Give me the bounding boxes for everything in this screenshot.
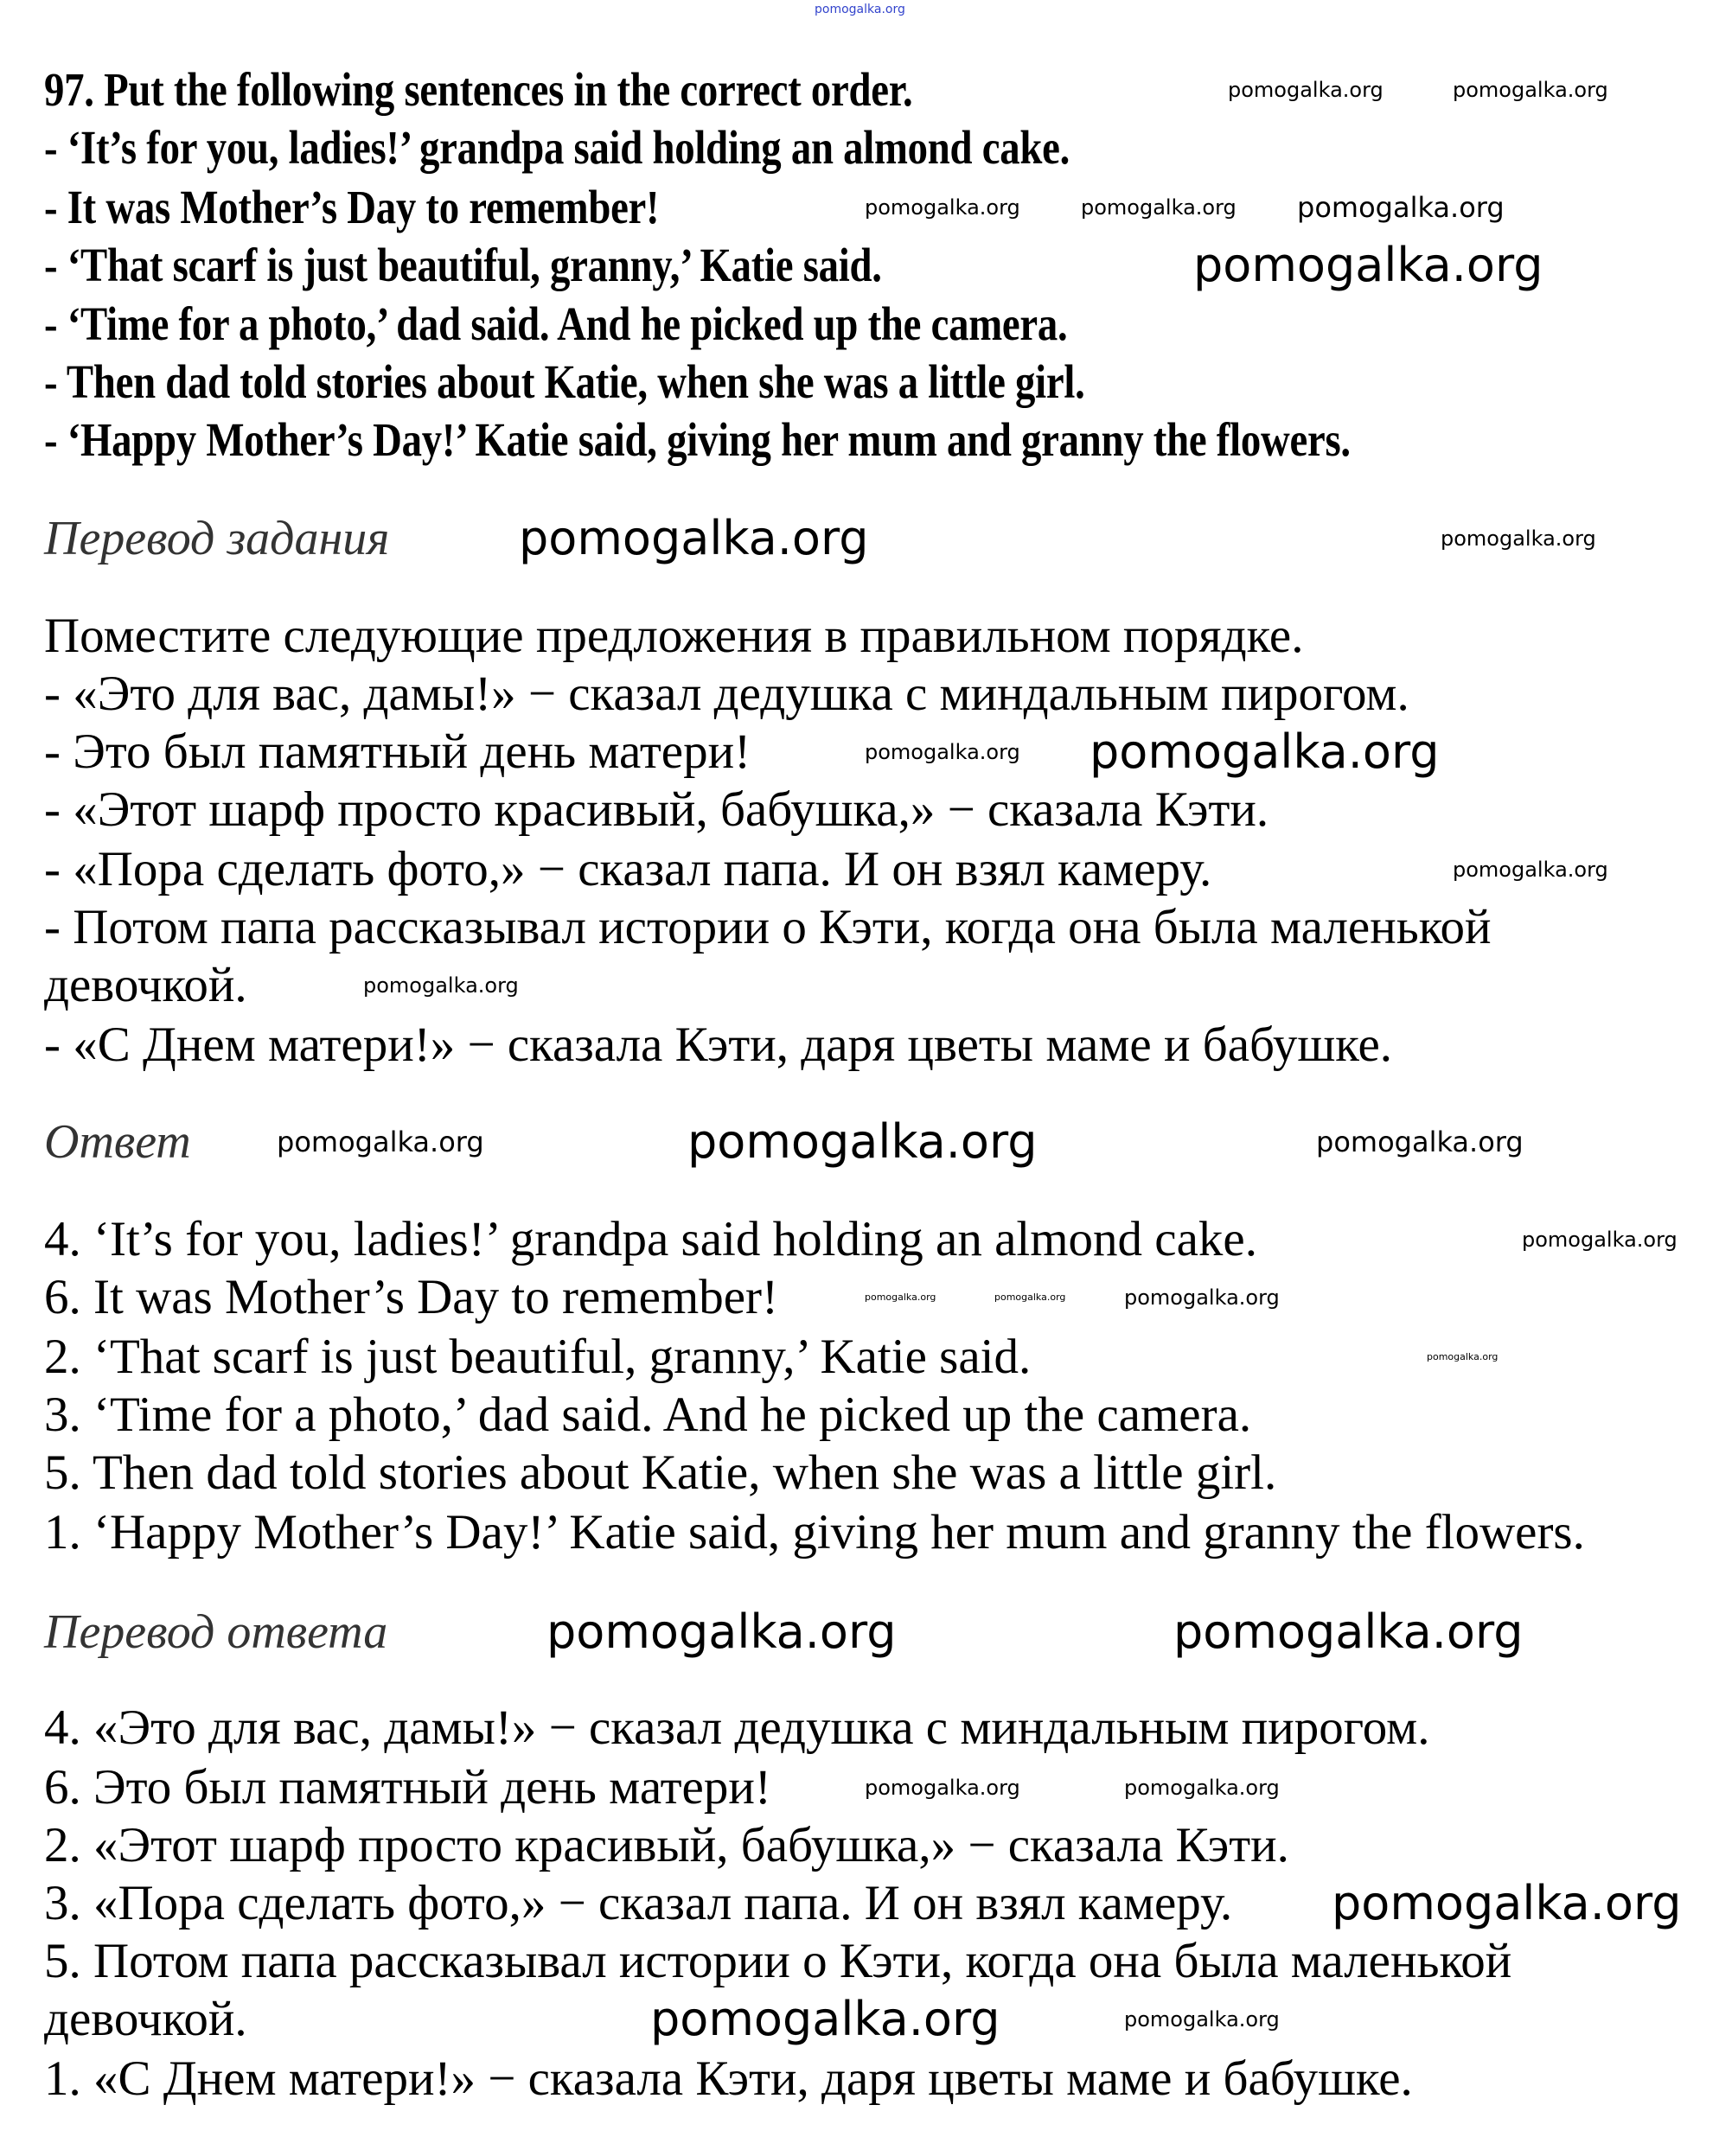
watermark: pomogalka.org xyxy=(1090,724,1440,779)
watermark: pomogalka.org xyxy=(865,1292,936,1303)
watermark: pomogalka.org xyxy=(1427,1351,1499,1362)
watermark: pomogalka.org xyxy=(865,195,1020,220)
answer-translation-line: 2. «Этот шарф просто красивый, бабушка,» − сказала Кэти. xyxy=(44,1818,1289,1872)
answer-line: 5. Then dad told stories about Katie, when she was a little girl. xyxy=(44,1445,1277,1500)
watermark: pomogalka.org xyxy=(687,1114,1038,1169)
watermark: pomogalka.org xyxy=(1124,1776,1280,1800)
watermark: pomogalka.org xyxy=(865,740,1020,764)
watermark: pomogalka.org xyxy=(865,1776,1020,1800)
watermark: pomogalka.org xyxy=(1081,195,1237,220)
section-heading: Перевод задания xyxy=(44,512,390,565)
translation-line: - «Это для вас, дамы!» − сказал дедушка с миндальным пирогом. xyxy=(44,667,1409,721)
answer-translation-line: 5. Потом папа рассказывал истории о Кэти, когда она была маленькой xyxy=(44,1934,1512,1988)
answer-line: 2. ‘That scarf is just beautiful, granny,’ Katie said. xyxy=(44,1330,1032,1384)
translation-line: - Это был памятный день матери! xyxy=(44,724,751,779)
translation-line: - Потом папа рассказывал истории о Кэти, когда она была маленькой xyxy=(44,900,1492,954)
watermark: pomogalka.org xyxy=(1316,1126,1524,1158)
task-line: - ‘That scarf is just beautiful, granny,’ Katie said. xyxy=(44,239,882,291)
translation-line: Поместите следующие предложения в правильном порядке. xyxy=(44,609,1304,663)
task-line: - ‘It’s for you, ladies!’ grandpa said holding an almond cake. xyxy=(44,121,1070,174)
section-heading: Перевод ответа xyxy=(44,1605,388,1659)
translation-line: - «С Днем матери!» − сказала Кэти, даря цветы маме и бабушке. xyxy=(44,1017,1393,1072)
watermark: pomogalka.org xyxy=(1124,2007,1280,2032)
watermark: pomogalka.org xyxy=(1441,526,1596,551)
watermark: pomogalka.org xyxy=(1453,78,1608,102)
watermark: pomogalka.org xyxy=(994,1292,1066,1303)
answer-translation-line: 1. «С Днем матери!» − сказала Кэти, даря цветы маме и бабушке. xyxy=(44,2051,1413,2106)
task-line: - Then dad told stories about Katie, when she was a little girl. xyxy=(44,355,1085,408)
watermark: pomogalka.org xyxy=(363,973,519,998)
watermark: pomogalka.org xyxy=(1173,1604,1524,1659)
watermark: pomogalka.org xyxy=(1332,1876,1682,1930)
task-line: - ‘Happy Mother’s Day!’ Katie said, giving her mum and granny the flowers. xyxy=(44,413,1351,466)
watermark: pomogalka.org xyxy=(815,3,905,16)
watermark: pomogalka.org xyxy=(650,1992,1000,2046)
task-line: - It was Mother’s Day to remember! xyxy=(44,181,660,233)
watermark: pomogalka.org xyxy=(1453,858,1608,882)
answer-translation-line: 6. Это был памятный день матери! xyxy=(44,1760,771,1815)
watermark: pomogalka.org xyxy=(277,1126,484,1158)
answer-line: 1. ‘Happy Mother’s Day!’ Katie said, giving her mum and granny the flowers. xyxy=(44,1505,1585,1560)
answer-translation-line: девочкой. xyxy=(44,1992,247,2046)
watermark: pomogalka.org xyxy=(546,1604,897,1659)
watermark: pomogalka.org xyxy=(1124,1285,1280,1310)
answer-line: 3. ‘Time for a photo,’ dad said. And he picked up the camera. xyxy=(44,1387,1252,1442)
translation-line: - «Этот шарф просто красивый, бабушка,» − сказала Кэти. xyxy=(44,782,1269,837)
answer-line: 4. ‘It’s for you, ladies!’ grandpa said holding an almond cake. xyxy=(44,1212,1257,1266)
watermark: pomogalka.org xyxy=(519,511,869,565)
watermark: pomogalka.org xyxy=(1193,238,1543,292)
task-line: - ‘Time for a photo,’ dad said. And he picked up the camera. xyxy=(44,297,1068,350)
translation-line: - «Пора сделать фото,» − сказал папа. И он взял камеру. xyxy=(44,842,1212,896)
answer-translation-line: 3. «Пора сделать фото,» − сказал папа. И он взял камеру. xyxy=(44,1876,1233,1930)
answer-line: 6. It was Mother’s Day to remember! xyxy=(44,1270,778,1324)
watermark: pomogalka.org xyxy=(1522,1228,1677,1252)
translation-line: девочкой. xyxy=(44,958,247,1012)
answer-translation-line: 4. «Это для вас, дамы!» − сказал дедушка с миндальным пирогом. xyxy=(44,1700,1430,1755)
section-heading: Ответ xyxy=(44,1115,191,1169)
task-title: 97. Put the following sentences in the correct order. xyxy=(44,63,913,116)
watermark: pomogalka.org xyxy=(1228,78,1384,102)
watermark: pomogalka.org xyxy=(1297,191,1505,224)
